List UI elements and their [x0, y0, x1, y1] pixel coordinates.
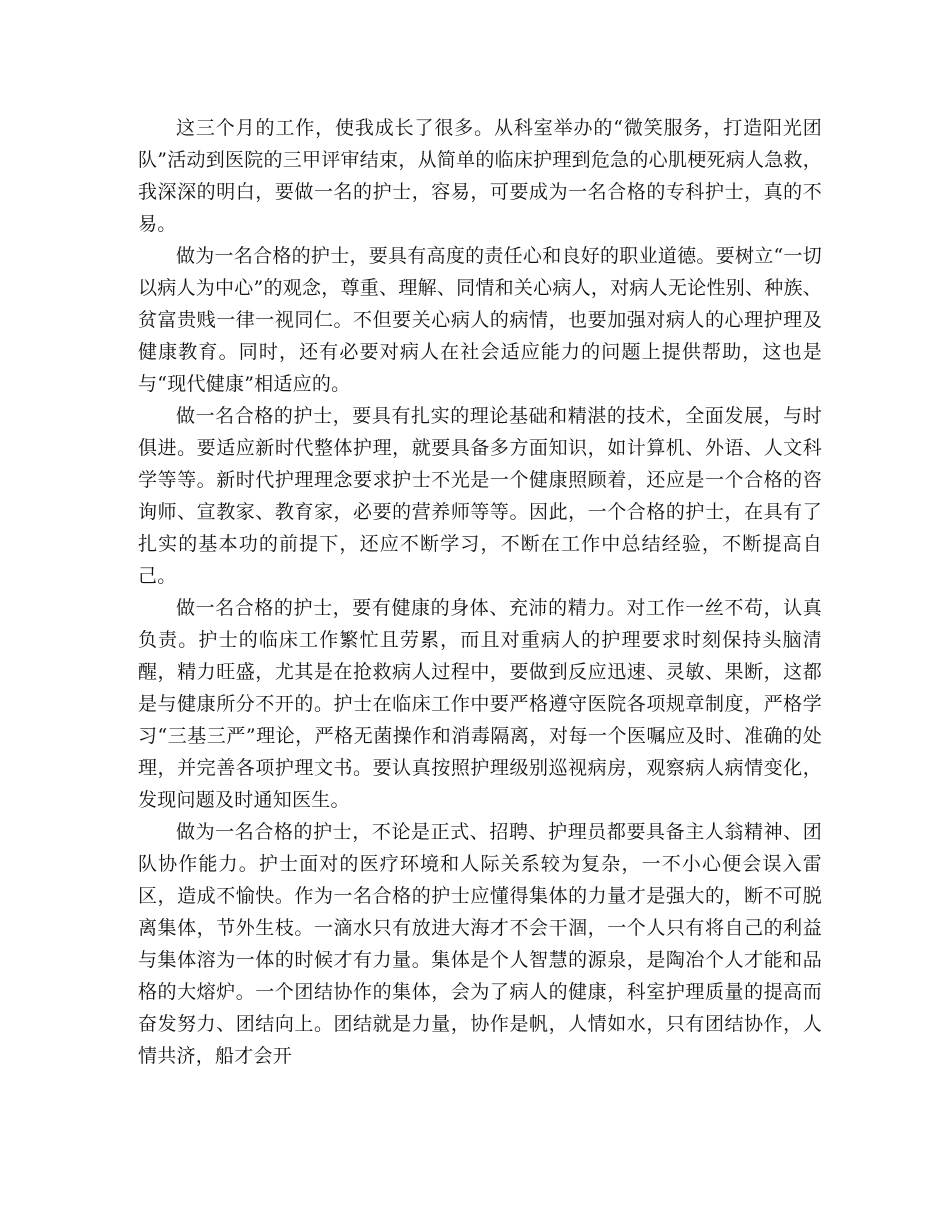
paragraph: 这三个月的工作，使我成长了很多。从科室举办的“微笑服务，打造阳光团队”活动到医院的三甲评审结束，从简单的临床护理到危急的心肌梗死病人急救，我深深的明白，要做一名的护士，容易，可要成为一名合格的专科护士，真的不易。: [138, 117, 822, 235]
paragraph: 做为一名合格的护士，要具有高度的责任心和良好的职业道德。要树立“一切以病人为中心”的观念，尊重、理解、同情和关心病人，对病人无论性别、种族、贫富贵贱一律一视同仁。不但要关心病人的病情，也要加强对病人的心理护理及健康教育。同时，还有必要对病人在社会适应能力的问题上提供帮助，这也是与“现代健康”相适应的。: [138, 245, 822, 395]
paragraph: 做为一名合格的护士，不论是正式、招聘、护理员都要具备主人翁精神、团队协作能力。护士面对的医疗环境和人际关系较为复杂，一不小心便会误入雷区，造成不愉快。作为一名合格的护士应懂得集体的力量才是强大的，断不可脱离集体，节外生枝。一滴水只有放进大海才不会干涸，一个人只有将自己的利益与集体溶为一体的时候才有力量。集体是个人智慧的源泉，是陶冶个人才能和品格的大熔炉。一个团结协作的集体，会为了病人的健康，科室护理质量的提高而奋发努力、团结向上。团结就是力量，协作是帆，人情如水，只有团结协作，人情共济，船才会开: [138, 821, 822, 1067]
document-body: [138, 112, 822, 1072]
paragraph: 做一名合格的护士，要具有扎实的理论基础和精湛的技术，全面发展，与时俱进。要适应新时代整体护理，就要具备多方面知识，如计算机、外语、人文科学等等。新时代护理理念要求护士不光是一个健康照顾着，还应是一个合格的咨询师、宣教家、教育家，必要的营养师等等。因此，一个合格的护士，在具有了扎实的基本功的前提下，还应不断学习，不断在工作中总结经验，不断提高自己。: [138, 405, 822, 587]
paragraph: 做一名合格的护士，要有健康的身体、充沛的精力。对工作一丝不苟，认真负责。护士的临床工作繁忙且劳累，而且对重病人的护理要求时刻保持头脑清醒，精力旺盛，尤其是在抢救病人过程中，要做到反应迅速、灵敏、果断，这都是与健康所分不开的。护士在临床工作中要严格遵守医院各项规章制度，严格学习“三基三严”理论，严格无菌操作和消毒隔离，对每一个医嘱应及时、准确的处理，并完善各项护理文书。要认真按照护理级别巡视病房，观察病人病情变化，发现问题及时通知医生。: [138, 597, 822, 811]
